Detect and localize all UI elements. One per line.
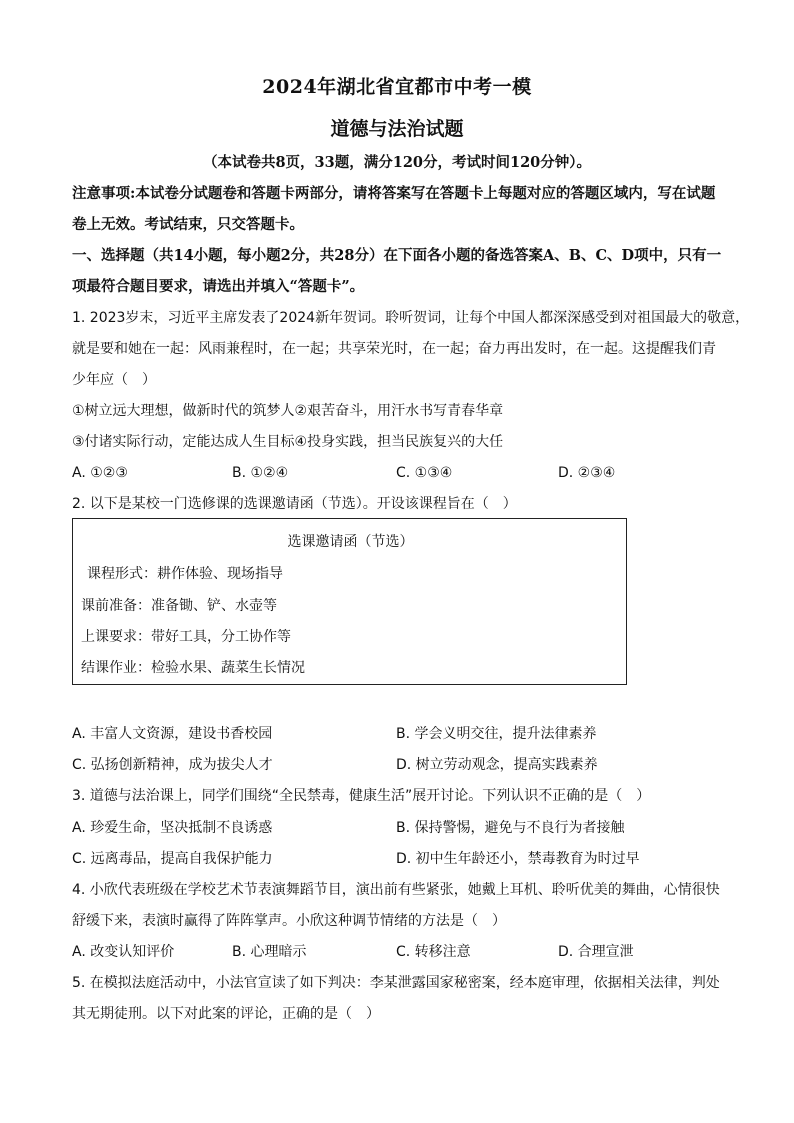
q1-option-d: D. ②③④: [558, 465, 616, 481]
q1-option-c: C. ①③④: [396, 465, 453, 481]
q2-option-b: B. 学会义明交往，提升法律素养: [396, 726, 597, 742]
q1-option-a: A. ①②③: [72, 465, 128, 481]
q3-option-a: A. 珍爱生命，坚决抵制不良诱惑: [72, 820, 273, 836]
q5-stem-line1: 5. 在模拟法庭活动中，小法官宣读了如下判决：李某泄露国家秘密案，经本庭审理，依据相关法律，判处: [72, 975, 720, 991]
q1-option-b: B. ①②④: [232, 465, 289, 481]
exam-info: （本试卷共8页，33题，满分120分，考试时间120分钟）。: [202, 154, 592, 171]
q3-option-d: D. 初中生年龄还小，禁毒教育为时过早: [396, 851, 640, 867]
invitation-line-2: 课前准备：准备锄、铲、水壶等: [81, 598, 277, 614]
q3-stem: 3. 道德与法治课上，同学们围绕“全民禁毒，健康生活”展开讨论。下列认识不正确的是（ ）: [72, 788, 651, 804]
q4-option-d: D. 合理宣泄: [558, 944, 634, 960]
invitation-title: 选课邀请函（节选）: [287, 534, 414, 550]
q4-option-c: C. 转移注意: [396, 944, 471, 960]
q1-stem-line3: 少年应（ ）: [72, 372, 156, 388]
q4-stem-line1: 4. 小欣代表班级在学校艺术节表演舞蹈节目，演出前有些紧张，她戴上耳机、聆听优美的舞曲，心情很快: [72, 882, 720, 898]
exam-subject: 道德与法治试题: [330, 118, 464, 140]
invitation-box: [72, 518, 627, 685]
q3-option-c: C. 远离毒品，提高自我保护能力: [72, 851, 273, 867]
q5-stem-line2: 其无期徒刑。以下对此案的评论，正确的是（ ）: [72, 1006, 380, 1022]
invitation-line-4: 结课作业：检验水果、蔬菜生长情况: [81, 660, 305, 676]
q2-option-d: D. 树立劳动观念，提高实践素养: [396, 757, 598, 773]
q2-stem: 2. 以下是某校一门选修课的选课邀请函（节选）。开设该课程旨在（ ）: [72, 496, 517, 512]
q3-option-b: B. 保持警惕，避免与不良行为者接触: [396, 820, 625, 836]
section-one-heading: 一、选择题（共14小题，每小题2分，共28分）在下面各小题的备选答案A、B、C、D项中，只有一项最符合题目要求，请选出并填入“答题卡”。: [72, 247, 722, 295]
q1-stem-line2: 就是要和她在一起：风雨兼程时，在一起；共享荣光时，在一起；奋力再出发时，在一起。这提醒我们青: [72, 341, 716, 357]
q2-option-a: A. 丰富人文资源，建设书香校园: [72, 726, 273, 742]
q4-option-a: A. 改变认知评价: [72, 944, 175, 960]
q2-option-c: C. 弘扬创新精神，成为拔尖人才: [72, 757, 273, 773]
invitation-line-3: 上课要求：带好工具，分工协作等: [81, 629, 291, 645]
q4-stem-line2: 舒缓下来，表演时赢得了阵阵掌声。小欣这种调节情绪的方法是（ ）: [72, 913, 506, 929]
exam-title: 2024年湖北省宜都市中考一模: [262, 76, 532, 98]
q1-stem-line1: 1. 2023岁末，习近平主席发表了2024新年贺词。聆听贺词，让每个中国人都深深感受到对祖国最大的敬意，: [72, 310, 750, 326]
q1-item-1: ①树立远大理想，做新时代的筑梦人②艰苦奋斗，用汗水书写青春华章: [72, 403, 504, 419]
invitation-line-1: 课程形式：耕作体验、现场指导: [87, 566, 283, 582]
q1-item-2: ③付诸实际行动，定能达成人生目标④投身实践，担当民族复兴的大任: [72, 434, 504, 450]
notice: 注意事项:本试卷分试题卷和答题卡两部分，请将答案写在答题卡上每题对应的答题区域内，写在试题卷上无效。考试结束，只交答题卡。: [72, 185, 716, 233]
q4-option-b: B. 心理暗示: [232, 944, 307, 960]
